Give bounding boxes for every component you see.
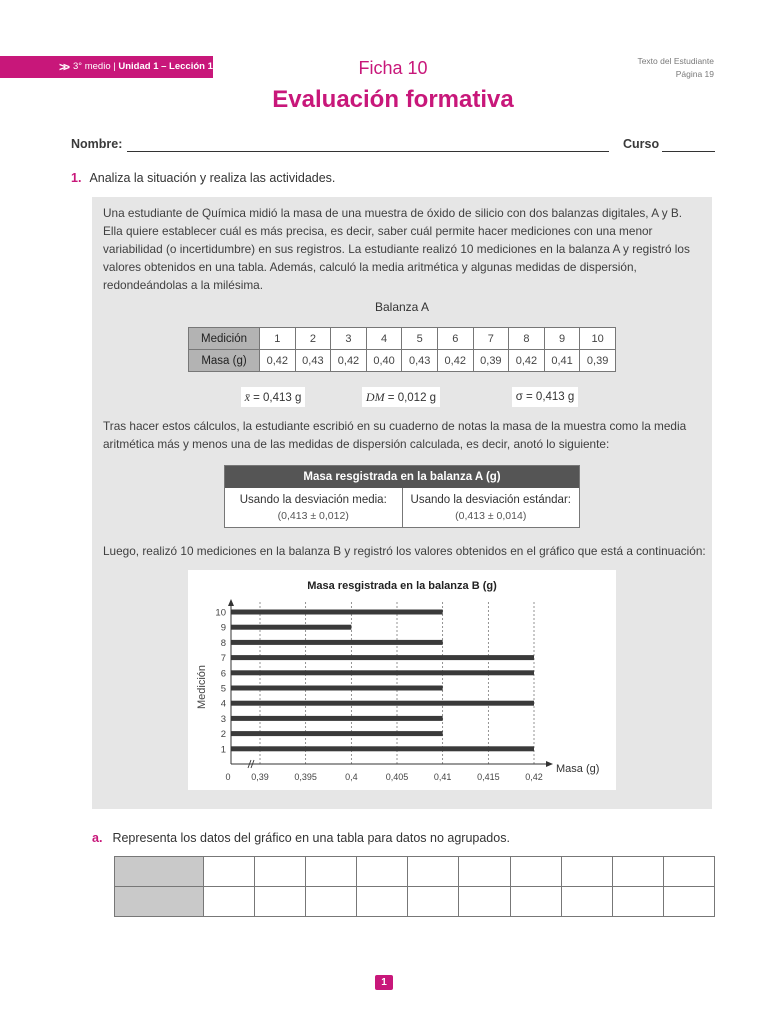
y-tick-label: 8 (220, 637, 226, 649)
dm-stat: DM = 0,012 g (362, 387, 440, 407)
answer-cell[interactable] (561, 887, 612, 917)
bar-medicion-8 (231, 640, 443, 645)
answer-table (114, 856, 715, 917)
answer-cell[interactable] (204, 887, 255, 917)
y-tick-label: 7 (220, 653, 226, 665)
answer-cell[interactable] (459, 857, 510, 887)
medicion-row: Medición 1 2 3 4 5 6 7 8 9 10 (189, 328, 616, 350)
y-axis-arrow (228, 599, 234, 606)
answer-cell[interactable] (561, 857, 612, 887)
answer-row (115, 857, 715, 887)
answer-cell[interactable] (408, 857, 459, 887)
curso-label: Curso (623, 137, 660, 151)
sigma-stat: σ = 0,413 g (512, 387, 578, 407)
y-tick-label: 1 (220, 744, 226, 756)
answer-cell[interactable] (357, 857, 408, 887)
x-tick-label: 0,405 (385, 772, 409, 782)
bar-medicion-6 (231, 670, 534, 675)
answer-cell[interactable] (510, 857, 561, 887)
answer-cell[interactable] (459, 887, 510, 917)
desviacion-media-cell: Usando la desviación media: (0,413 ± 0,012) (239, 494, 387, 522)
x-tick-label: 0,39 (251, 772, 269, 782)
bar-medicion-1 (231, 746, 534, 751)
balanza-a-title: Balanza A (374, 300, 430, 314)
answer-header-cell[interactable] (115, 857, 204, 887)
name-course-row (71, 137, 715, 155)
curso-field[interactable] (662, 151, 715, 152)
y-tick-label: 10 (215, 607, 226, 619)
bar-medicion-5 (231, 686, 443, 691)
masa-row: Masa (g) 0,42 0,43 0,42 0,40 0,43 0,42 0,39 0,42 0,41 0,39 (189, 350, 616, 372)
question-1: 1. Analiza la situación y realiza las actividades. (71, 171, 336, 185)
answer-cell[interactable] (612, 887, 663, 917)
answer-cell[interactable] (612, 857, 663, 887)
question-a: a. Representa los datos del gráfico en una tabla para datos no agrupados. (92, 831, 510, 845)
x-tick-label: 0,41 (433, 772, 452, 782)
answer-cell[interactable] (306, 887, 357, 917)
x-axis-label: Masa (g) (556, 763, 600, 775)
intro-paragraph: Una estudiante de Química midió la masa de una muestra de óxido de silicio con dos balanzas digitales, A y B. Ella quiere establecer cuál es más precisa, es decir, saber cuál permite hacer mediciones con una menor variabilidad (o incertidumbre) en sus registros. La estudiante realizó 10 mediciones en la balanza A y registró los valores obtenidos en una tabla. Además, calculó la media aritmética y algunas medidas de dispersión, redondeándolas a la milésima. (103, 206, 690, 292)
double-chevron-icon: >> (59, 60, 68, 74)
mean-stat: x̄ = 0,413 g (241, 387, 305, 407)
page-title: Evaluación formativa (272, 86, 514, 113)
x-tick-label: 0,395 (294, 772, 317, 782)
bar-medicion-4 (231, 701, 534, 706)
tag-unit: Unidad 1 – Lección 1 (118, 61, 213, 72)
tag-level: 3° medio (73, 61, 111, 72)
nombre-label: Nombre: (71, 137, 123, 151)
worksheet-number: Ficha 10 (358, 58, 428, 78)
answer-cell[interactable] (663, 857, 714, 887)
y-tick-label: 4 (220, 698, 226, 710)
answer-header-cell[interactable] (115, 887, 204, 917)
answer-cell[interactable] (510, 887, 561, 917)
y-tick-label: 3 (220, 713, 226, 725)
balanza-b-intro: Luego, realizó 10 mediciones en la balanza B y registró los valores obtenidos en el gráfico que está a continuación: (103, 544, 706, 558)
y-axis-label: Medición (196, 664, 208, 710)
balanza-a-table (188, 327, 616, 372)
answer-cell[interactable] (255, 887, 306, 917)
answer-cell[interactable] (255, 857, 306, 887)
x-tick-label: 0,42 (525, 772, 543, 782)
nombre-field[interactable] (127, 151, 609, 152)
answer-cell[interactable] (306, 857, 357, 887)
bar-medicion-3 (231, 716, 443, 721)
masa-a-box (224, 465, 580, 528)
answer-row (115, 887, 715, 917)
lesson-tag: >> 3° medio | Unidad 1 – Lección 1 (0, 56, 213, 78)
answer-cell[interactable] (204, 857, 255, 887)
x-tick-label: 0,415 (477, 772, 500, 782)
y-tick-label: 9 (220, 622, 226, 634)
x-tick-label: 0,4 (345, 772, 358, 782)
x-axis-arrow (546, 761, 553, 767)
y-tick-label: 2 (220, 729, 226, 741)
bar-medicion-7 (231, 655, 534, 660)
balanza-b-chart (188, 570, 616, 790)
y-tick-label: 6 (220, 668, 226, 680)
masa-a-title: Masa resgistrada en la balanza A (g) (225, 466, 579, 488)
x-tick-label: 0 (225, 772, 231, 782)
bar-medicion-9 (231, 625, 351, 630)
notes-paragraph: Tras hacer estos cálculos, la estudiante escribió en su cuaderno de notas la masa de la muestra como la media aritmética más y menos una de las medidas de dispersión calculada, es decir, anotó lo siguiente: (103, 419, 687, 451)
page-number: 1 (375, 975, 393, 990)
answer-cell[interactable] (663, 887, 714, 917)
textbook-reference: Texto del Estudiante Página 19 (637, 56, 714, 79)
chart-svg (188, 570, 616, 790)
y-tick-label: 5 (220, 683, 226, 695)
answer-cell[interactable] (357, 887, 408, 917)
answer-cell[interactable] (408, 887, 459, 917)
chart-title: Masa resgistrada en la balanza B (g) (307, 580, 497, 592)
bar-medicion-10 (231, 610, 443, 615)
bar-medicion-2 (231, 731, 443, 736)
desviacion-estandar-cell: Usando la desviación estándar: (0,413 ± 0,014) (402, 488, 580, 527)
